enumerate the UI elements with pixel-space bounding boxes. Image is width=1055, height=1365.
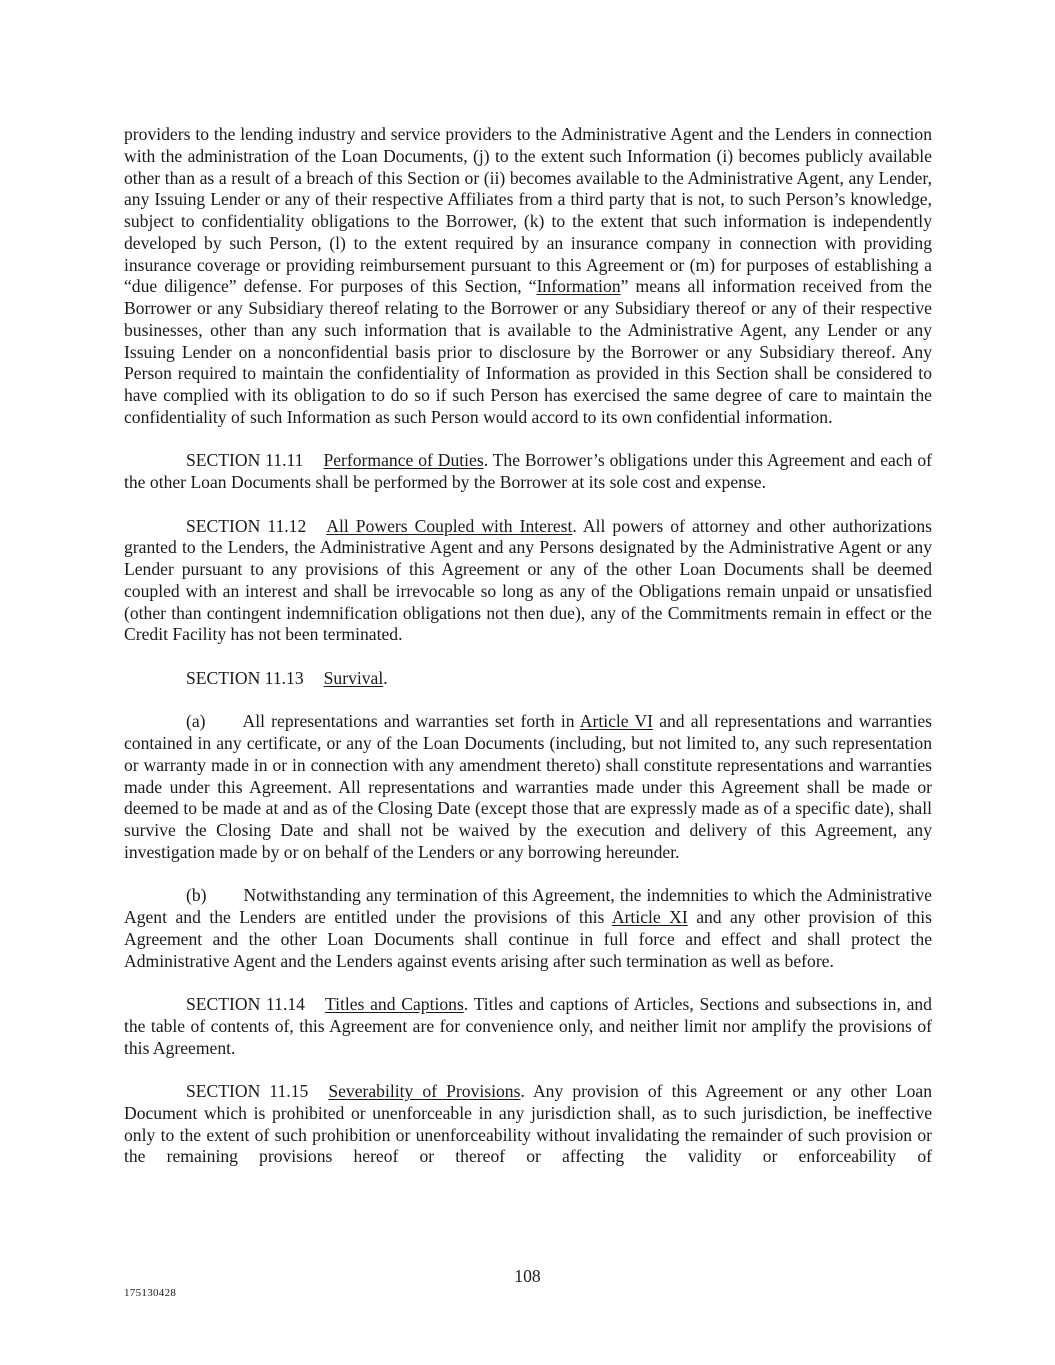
section-11-15: SECTION 11.15 Severability of Provisions. Any provision of this Agreement or any other Loan Document which is prohibited or unenforceable in any jurisdiction shall, as to such jurisdiction, be ineffective only to the extent of such prohibition or unenforceability without invalidating the remainder of such provision or the remaining provisions hereof or thereof or affecting the validity or enforceability of	[124, 1081, 932, 1167]
section-number: SECTION 11.11	[186, 450, 304, 471]
section-number: SECTION 11.13	[186, 667, 304, 688]
document-id: 175130428	[124, 1287, 177, 1299]
section-title: Survival	[323, 667, 384, 688]
section-title: Performance of Duties	[323, 450, 484, 471]
section-number: SECTION 11.12	[186, 515, 307, 536]
clause-label: (b)	[186, 885, 207, 906]
section-number: SECTION 11.15	[186, 1081, 309, 1101]
article-reference: Article VI	[579, 711, 654, 732]
section-11-13-a: (a) All representations and warranties set forth in Article VI and all representations and warranties contained in any certificate, or any of the Loan Documents (including, but not limited to, any such representation or warranty made in or in connection with any amendment thereto) shall constitute representations and warranties made under this Agreement. All representations and warranties made under this Agreement shall be made or deemed to be made at and as of the Closing Date (except those that are expressly made as of a specific date), shall survive the Closing Date and shall not be waived by the execution and delivery of this Agreement, any investigation made by or on behalf of the Lenders or any borrowing hereunder.	[124, 711, 932, 862]
section-title: Severability of Provisions	[328, 1081, 521, 1101]
clause-label: (a)	[186, 711, 206, 732]
article-reference: Article XI	[611, 907, 688, 927]
defined-term-information: Information	[536, 276, 621, 297]
confidentiality-paragraph: providers to the lending industry and service providers to the Administrative Agent and the Lenders in connection with the administration of the Loan Documents, (j) to the extent such Information (i) becomes publicly available other than as a result of a breach of this Section or (ii) becomes available to the Administrative Agent, any Lender, any Issuing Lender or any of their respective Affiliates from a third party that is not, to such Person’s knowledge, subject to confidentiality obligations to the Borrower, (k) to the extent that such information is independently developed by such Person, (l) to the extent required by an insurance company in connection with providing insurance coverage or providing reimbursement pursuant to this Agreement or (m) for purposes of establishing a “due diligence” defense. For purposes of this Section, “Information” means all information received from the Borrower or any Subsidiary thereof relating to the Borrower or any Subsidiary thereof or any of their respective businesses, other than any such information that is available to the Administrative Agent, any Lender or any Issuing Lender on a nonconfidential basis prior to disclosure by the Borrower or any Subsidiary thereof. Any Person required to maintain the confidentiality of Information as provided in this Section shall be considered to have complied with its obligation to do so if such Person has exercised the same degree of care to maintain the confidentiality of such Information as such Person would accord to its own confidential information.	[124, 124, 932, 427]
section-11-12: SECTION 11.12 All Powers Coupled with Interest. All powers of attorney and other authorizations granted to the Lenders, the Administrative Agent and any Persons designated by the Administrative Agent or any Lender pursuant to any provisions of this Agreement or any of the other Loan Documents shall be deemed coupled with an interest and shall be irrevocable so long as any of the Obligations remain unpaid or unsatisfied (other than contingent indemnification obligations not then due), any of the Commitments remain in effect or the Credit Facility has not been terminated.	[124, 515, 932, 645]
page-number: 108	[514, 1266, 541, 1286]
section-11-13: SECTION 11.13 Survival.	[186, 667, 388, 688]
section-11-13-b: (b) Notwithstanding any termination of this Agreement, the indemnities to which the Administrative Agent and the Lenders are entitled under the provisions of this Article XI and any other provision of this Agreement and the other Loan Documents shall continue in full force and effect and shall protect the Administrative Agent and the Lenders against events arising after such termination as well as before.	[124, 885, 933, 971]
section-title: All Powers Coupled with Interest	[326, 515, 573, 536]
section-title: Titles and Captions	[324, 994, 464, 1014]
document-page	[124, 124, 932, 1168]
section-number: SECTION 11.14	[186, 994, 305, 1014]
section-11-11: SECTION 11.11 Performance of Duties. The Borrower’s obligations under this Agreement and each of the other Loan Documents shall be performed by the Borrower at its sole cost and expense.	[124, 450, 933, 492]
section-11-14: SECTION 11.14 Titles and Captions. Titles and captions of Articles, Sections and subsections in, and the table of contents of, this Agreement are for convenience only, and neither limit nor amplify the provisions of this Agreement.	[124, 994, 932, 1058]
